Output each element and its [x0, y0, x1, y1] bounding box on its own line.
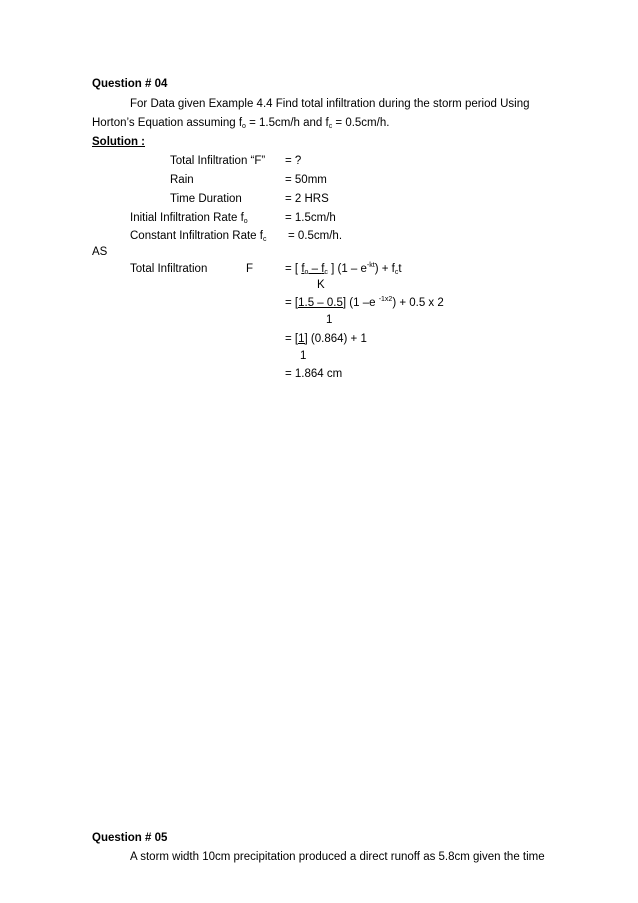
- solution-heading: Solution :: [92, 136, 146, 148]
- calc-step-2: = [1.5 – 0.5] (1 –e $^{-1x2}$) + 0.5 x 2: [285, 296, 444, 309]
- horton-formula: = [ $f_o - f_c$ ] $(1 - e^{-kt}) + f_ct$: [285, 262, 402, 276]
- calc-step-2-denominator: 1: [326, 314, 333, 326]
- calc-result: = 1.864 cm: [285, 368, 343, 380]
- given-value-initial-rate: = 1.5cm/h: [285, 212, 336, 224]
- given-label-rain: Rain: [170, 174, 194, 186]
- calc-step-3: = [1] (0.864) + 1: [285, 333, 367, 345]
- given-label-initial-rate: Initial Infiltration Rate $f_o$: [130, 212, 248, 225]
- formula-denominator: K: [317, 279, 325, 291]
- calc-variable: F: [246, 263, 254, 275]
- given-value-constant-rate: = 0.5cm/h.: [288, 230, 343, 242]
- question-4-text-line-2: Horton’s Equation assuming $f_o = 1.5cm/h$ and $f_c = 0.5cm/h$.: [92, 117, 390, 130]
- given-label-time-duration: Time Duration: [170, 193, 242, 205]
- calc-label: Total Infiltration: [130, 263, 208, 275]
- question-5-heading: Question # 05: [92, 832, 168, 844]
- question-5-text-line-1: A storm width 10cm precipitation produced a direct runoff as 5.8cm given the time: [130, 851, 545, 863]
- given-value-rain: = 50mm: [285, 174, 327, 186]
- given-value-total-infiltration: = ?: [285, 155, 302, 167]
- given-value-time-duration: = 2 HRS: [285, 193, 329, 205]
- as-label: AS: [92, 246, 108, 258]
- calc-step-3-denominator: 1: [300, 350, 307, 362]
- question-4-heading: Question # 04: [92, 78, 168, 90]
- question-4-text-line-1: For Data given Example 4.4 Find total infiltration during the storm period Using: [130, 98, 530, 110]
- given-label-total-infiltration: Total Infiltration “F”: [170, 155, 266, 167]
- given-label-constant-rate: Constant Infiltration Rate $f_c$: [130, 230, 267, 243]
